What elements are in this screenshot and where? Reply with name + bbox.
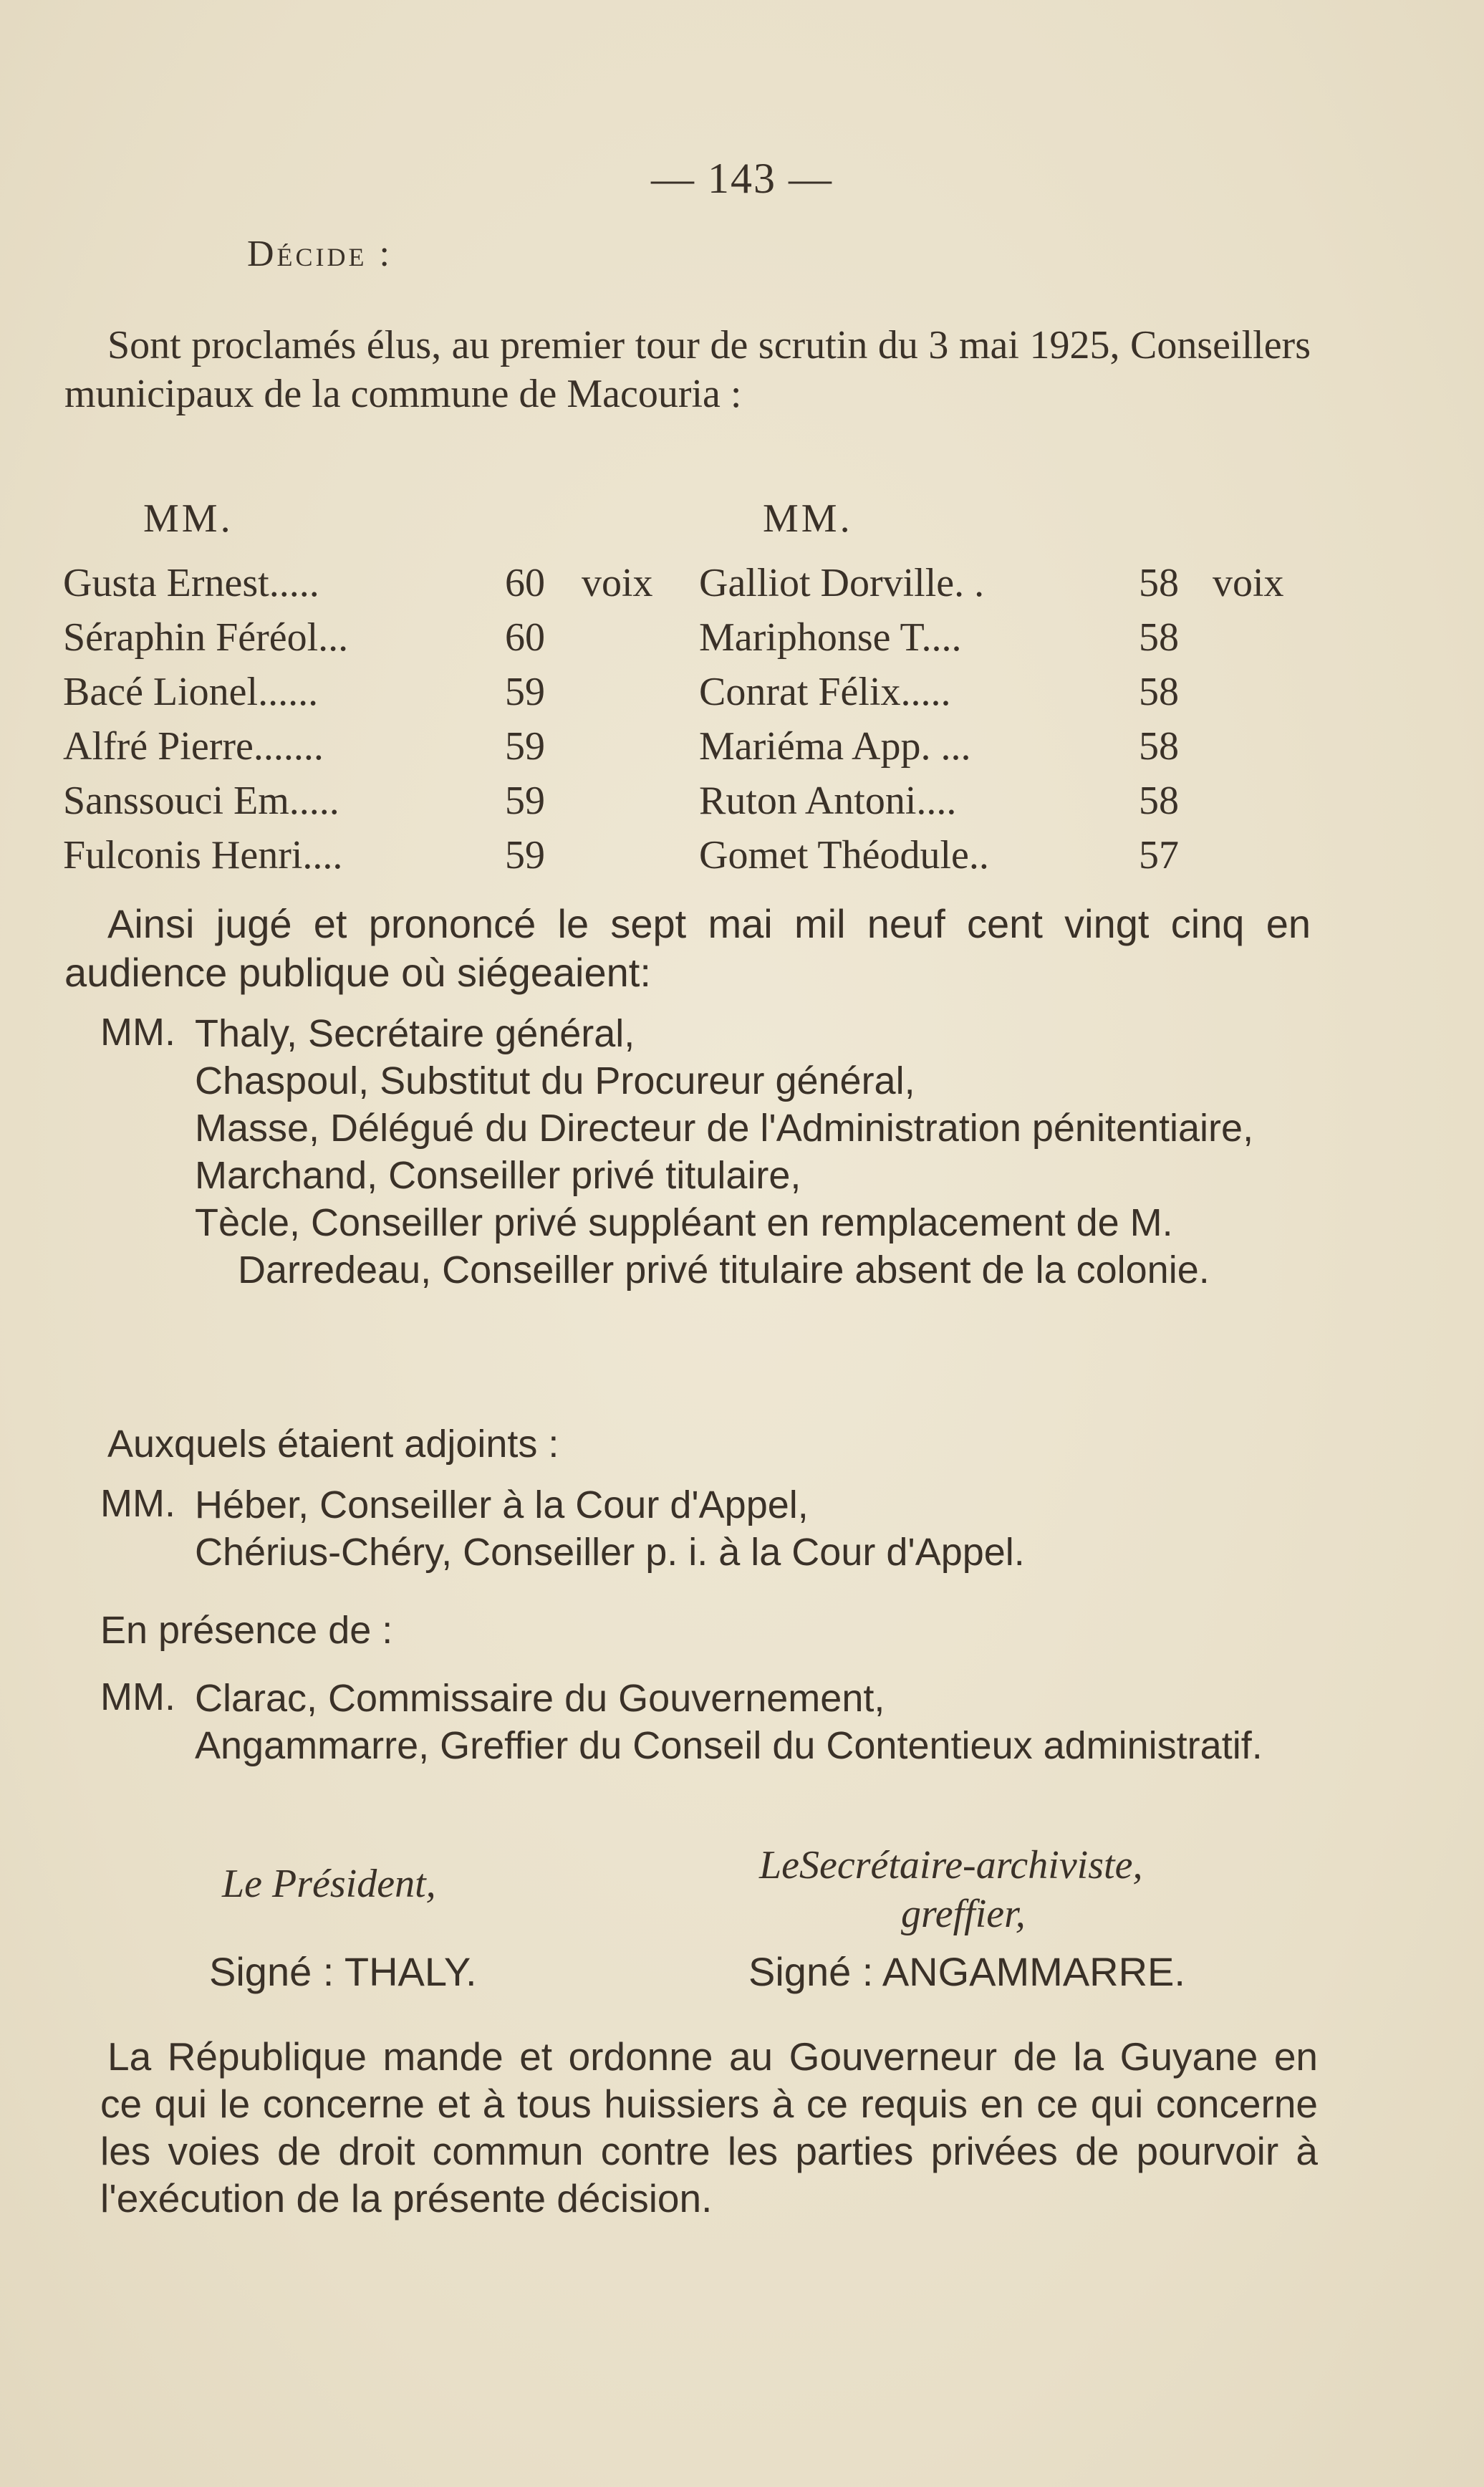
presence-entry: Angammarre, Greffier du Conseil du Contentieux administratif. <box>195 1724 1263 1767</box>
candidate-name: Galliot Dorville. . <box>699 561 985 605</box>
candidate-votes: 58 <box>1139 779 1179 823</box>
member-list <box>195 1010 1326 1294</box>
candidate-votes: 59 <box>505 724 545 769</box>
member-entry: Chaspoul, Substitut du Procureur général, <box>195 1059 915 1102</box>
candidate-votes: 58 <box>1139 615 1179 660</box>
president-signature: Signé : THALY. <box>209 1949 477 1994</box>
candidate-votes: 59 <box>505 670 545 714</box>
presence-entry: Clarac, Commissaire du Gouvernement, <box>195 1677 885 1720</box>
page-number: — 143 — <box>651 155 833 202</box>
candidate-name: Séraphin Féréol... <box>63 615 349 660</box>
candidate-name: Mariphonse T.... <box>699 615 962 660</box>
candidate-name: Sanssouci Em..... <box>63 779 339 823</box>
candidate-votes: 60 <box>505 615 545 660</box>
adjoints-heading: Auxquels étaient adjoints : <box>107 1423 559 1466</box>
candidate-name: Bacé Lionel...... <box>63 670 319 714</box>
candidate-name: Gomet Théodule.. <box>699 833 989 877</box>
votes-unit: voix <box>1213 561 1284 605</box>
candidate-votes: 58 <box>1139 724 1179 769</box>
adjoints-list <box>195 1481 1326 1576</box>
candidate-name: Alfré Pierre....... <box>63 724 324 769</box>
member-entry: Masse, Délégué du Directeur de l'Administration pénitentiaire, <box>195 1107 1254 1150</box>
candidate-votes: 60 <box>505 561 545 605</box>
members-prefix: MM. <box>100 1011 175 1054</box>
presence-heading: En présence de : <box>100 1609 393 1652</box>
member-entry: Tècle, Conseiller privé suppléant en remplacement de M. Darredeau, Conseiller privé titulaire absent de la colonie. <box>195 1201 1210 1291</box>
candidate-name: Fulconis Henri.... <box>63 833 343 877</box>
candidate-votes: 59 <box>505 833 545 877</box>
candidate-votes: 59 <box>505 779 545 823</box>
adjoints-prefix: MM. <box>100 1482 175 1525</box>
candidate-votes: 58 <box>1139 670 1179 714</box>
closing-paragraph: La République mande et ordonne au Gouverneur de la Guyane en ce qui le concerne et à tous huissiers à ce requis en ce qui concerne les voies de droit commun contre les parties privées de pourvoir à l'exécution de la présente décision. <box>100 2034 1318 2221</box>
secretary-signature: Signé : ANGAMMARRE. <box>748 1949 1185 1994</box>
candidate-votes: 58 <box>1139 561 1179 605</box>
intro-paragraph: Sont proclamés élus, au premier tour de scrutin du 3 mai 1925, Conseillers municipaux de la commune de Macouria : <box>64 323 1311 416</box>
decide-heading: Décide : <box>247 234 392 274</box>
judgment-paragraph: Ainsi jugé et prononcé le sept mai mil neuf cent vingt cinq en audience publique où siégeaient: <box>64 901 1311 995</box>
votes-unit: voix <box>582 561 653 605</box>
presence-prefix: MM. <box>100 1675 175 1718</box>
presence-list <box>195 1675 1326 1769</box>
member-entry: Thaly, Secrétaire général, <box>195 1012 635 1055</box>
adjoint-entry: Héber, Conseiller à la Cour d'Appel, <box>195 1483 809 1526</box>
secretary-title: LeSecrétaire-archiviste, <box>759 1843 1143 1887</box>
left-column-header: MM. <box>143 496 233 541</box>
adjoint-entry: Chérius-Chéry, Conseiller p. i. à la Cour d'Appel. <box>195 1531 1025 1574</box>
candidate-name: Ruton Antoni.... <box>699 779 957 823</box>
candidate-name: Gusta Ernest..... <box>63 561 319 605</box>
candidate-name: Conrat Félix..... <box>699 670 951 714</box>
candidate-votes: 57 <box>1139 833 1179 877</box>
right-column-header: MM. <box>763 496 853 541</box>
member-entry: Marchand, Conseiller privé titulaire, <box>195 1154 801 1197</box>
candidate-name: Mariéma App. ... <box>699 724 971 769</box>
president-title: Le Président, <box>222 1862 436 1906</box>
secretary-title-line2: greffier, <box>901 1892 1026 1936</box>
